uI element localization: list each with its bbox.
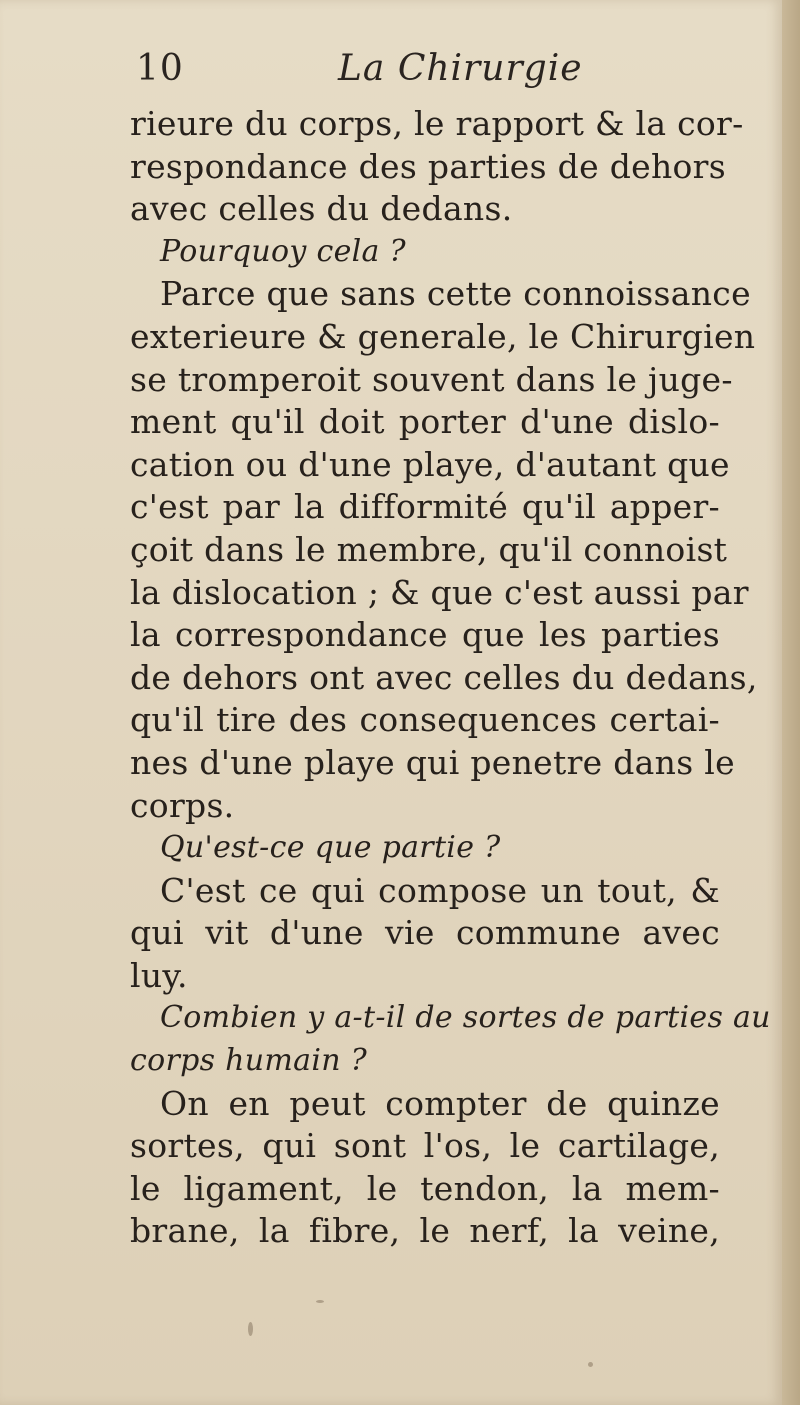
text-line: qu'il tire des consequences certai-	[130, 700, 720, 740]
text-line: brane, la fibre, le nerf, la veine,	[130, 1211, 720, 1251]
question-line: Pourquoy cela ?	[160, 233, 406, 269]
text-line: On en peut compter de quinze	[160, 1083, 720, 1123]
ink-speck	[248, 1322, 253, 1336]
text-line: corps.	[130, 785, 235, 825]
ink-speck	[588, 1362, 593, 1367]
text-line: cation ou d'une playe, d'autant que	[130, 444, 730, 484]
text-line: qui vit d'une vie commune avec	[130, 913, 720, 953]
text-line: çoit dans le membre, qu'il connoist	[130, 529, 728, 569]
text-line: exterieure & generale, le Chirurgien	[130, 316, 756, 356]
body-text	[130, 103, 771, 1253]
page-number: 10	[136, 48, 184, 89]
question-line: corps humain ?	[130, 1043, 368, 1079]
question-line: Qu'est-ce que partie ?	[160, 830, 501, 866]
text-line: respondance des parties de dehors	[130, 146, 726, 186]
text-line: c'est par la difformité qu'il apper-	[130, 487, 720, 527]
text-line: rieure du corps, le rapport & la cor-	[130, 104, 744, 143]
page-header	[128, 48, 728, 108]
text-line: ment qu'il doit porter d'une dislo-	[130, 402, 720, 442]
text-line: luy.	[130, 955, 188, 995]
text-line: la dislocation ; & que c'est aussi par	[130, 572, 749, 612]
text-line: sortes, qui sont l'os, le cartilage,	[130, 1126, 720, 1166]
ink-speck	[316, 1300, 324, 1303]
page-edge	[782, 0, 800, 1405]
running-title: La Chirurgie	[338, 48, 583, 89]
text-line: de dehors ont avec celles du dedans,	[130, 657, 758, 697]
question-line: Combien y a-t-il de sortes de parties au	[160, 1000, 771, 1036]
text-line: le ligament, le tendon, la mem-	[130, 1168, 720, 1208]
text-line: avec celles du dedans.	[130, 189, 513, 229]
text-line: Parce que sans cette connoissance	[160, 274, 751, 314]
text-line: la correspondance que les parties	[130, 615, 720, 655]
text-line: se tromperoit souvent dans le juge-	[130, 359, 733, 399]
text-line: C'est ce qui compose un tout, &	[160, 870, 720, 910]
text-line: nes d'une playe qui penetre dans le	[130, 742, 735, 782]
